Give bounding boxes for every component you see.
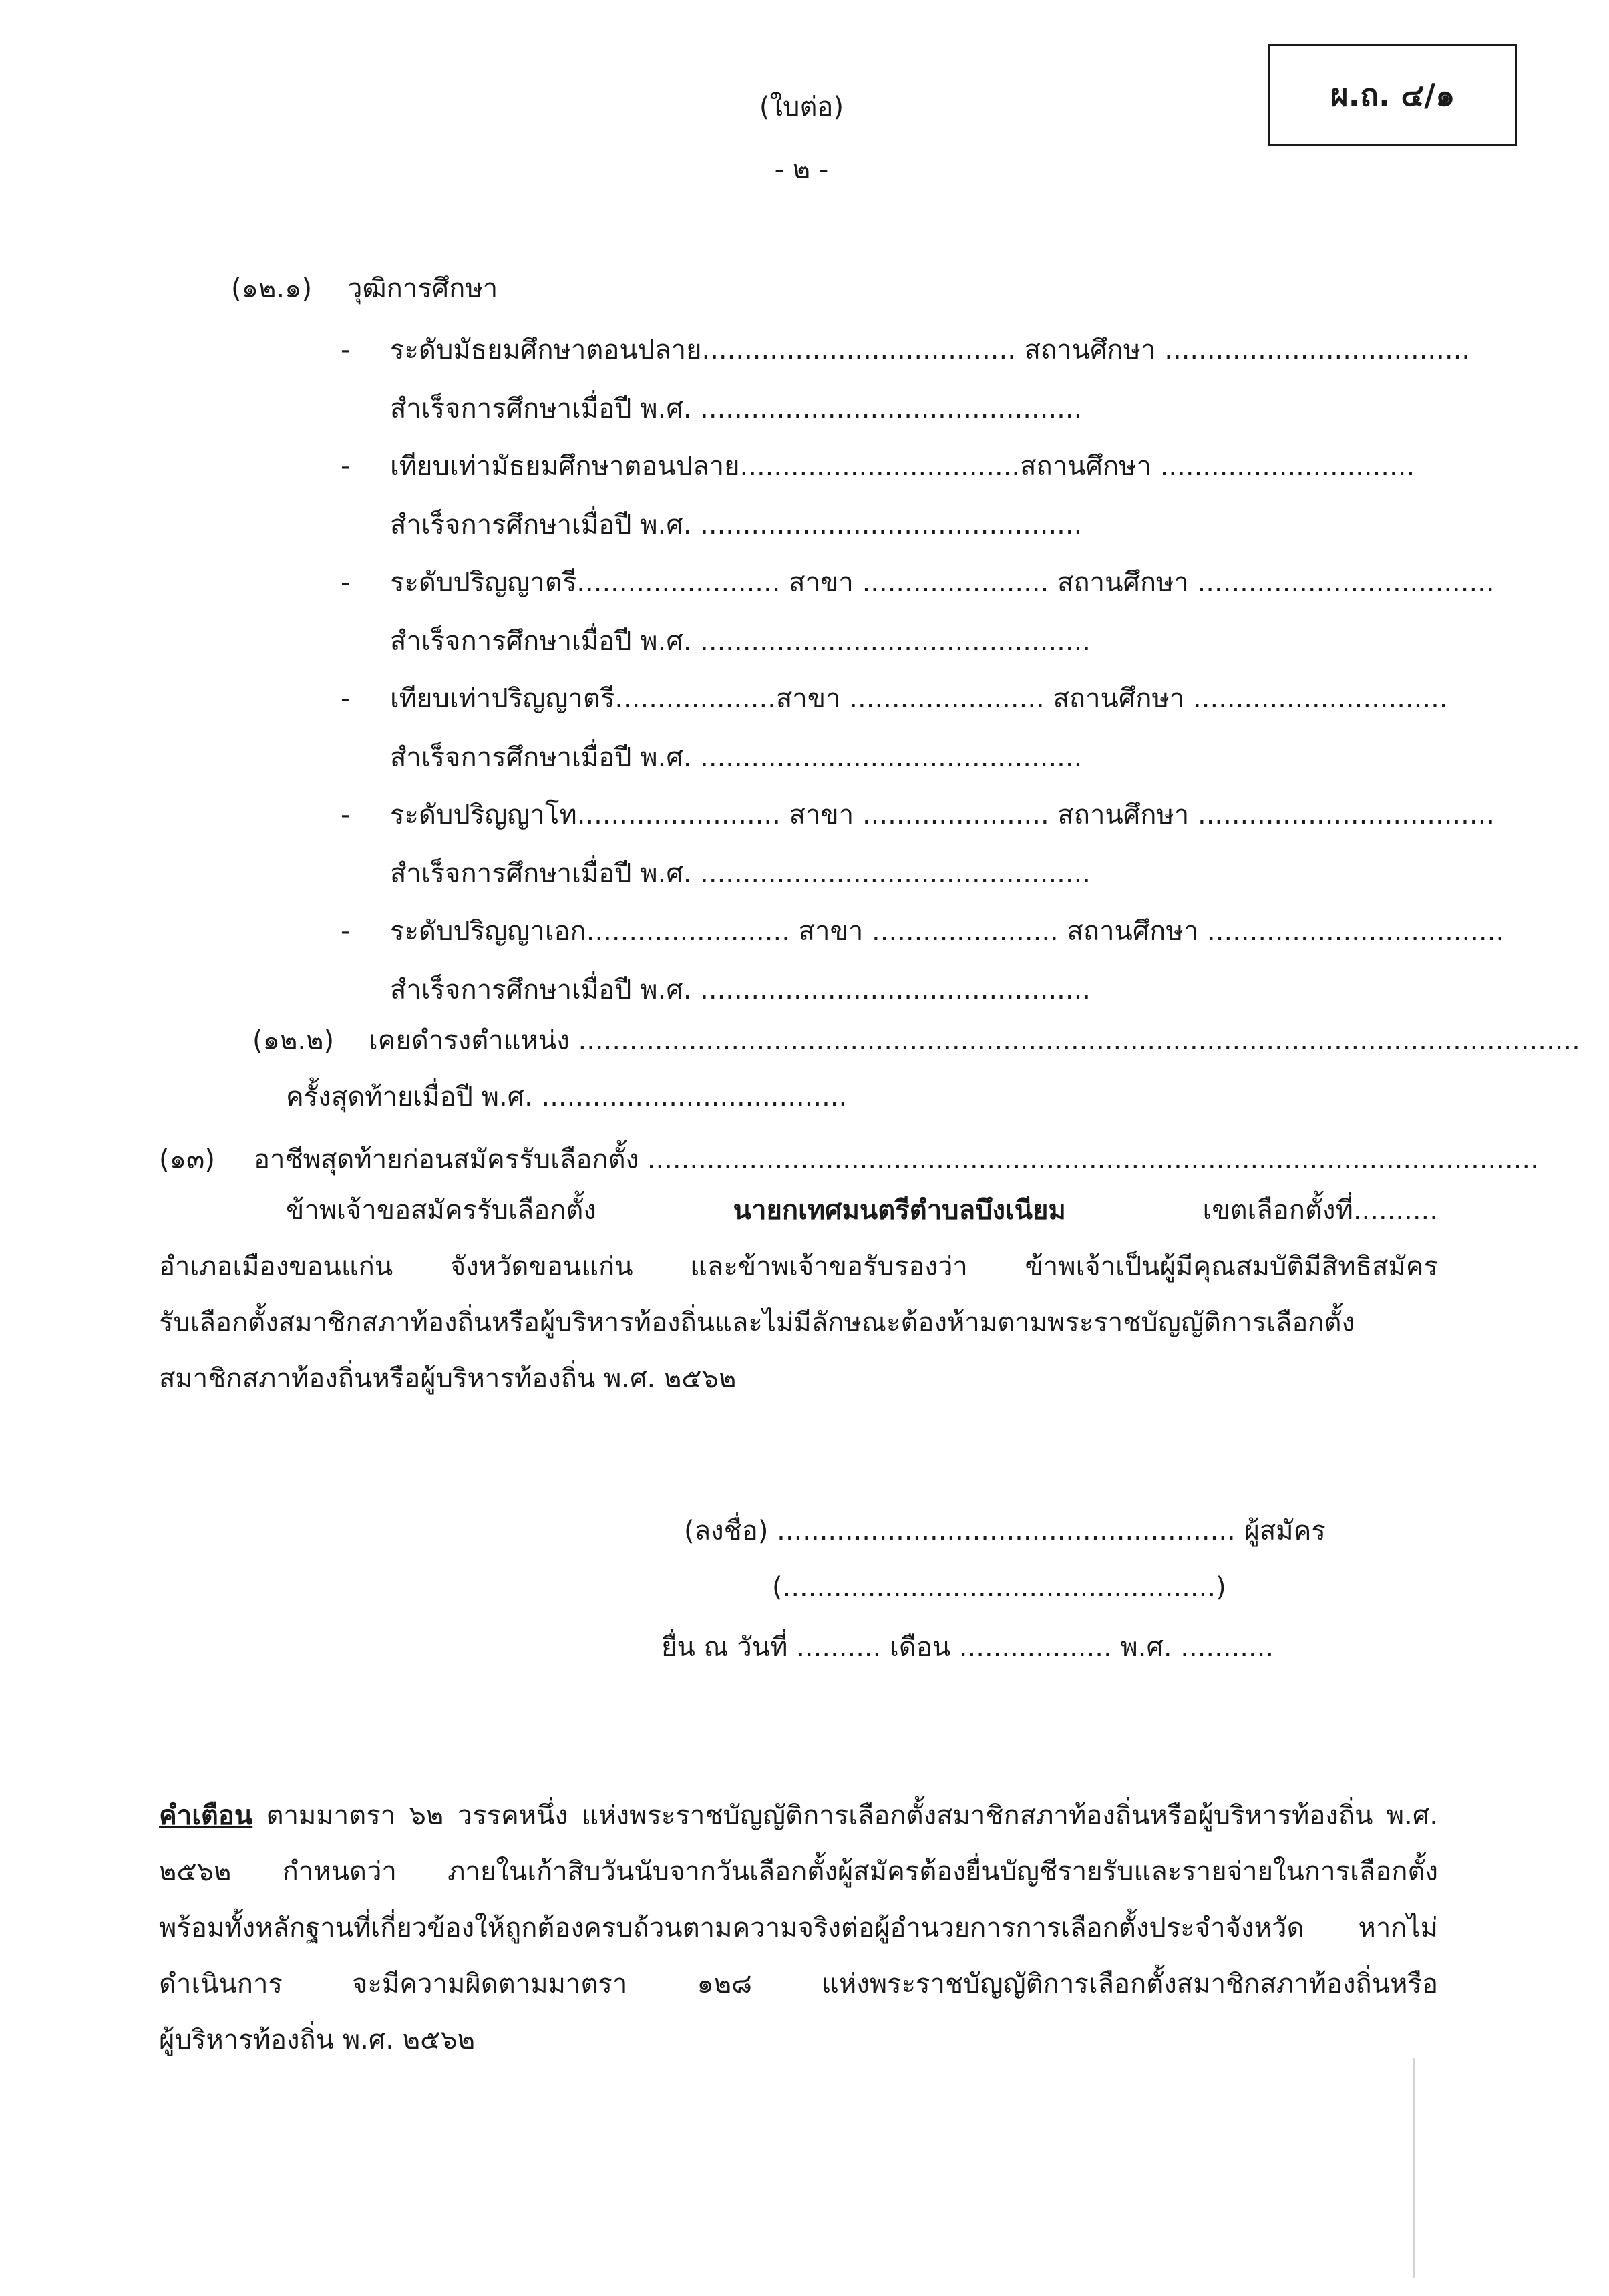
declaration-line-4: สมาชิกสภาท้องถิ่นหรือผู้บริหารท้องถิ่น พ.ศ. ๒๕๖๒ [159, 1363, 737, 1394]
declaration-paragraph [159, 1182, 1438, 1407]
education-item-year: สำเร็จการศึกษาเมื่อปี พ.ศ. .............................................. [390, 975, 1091, 1005]
warning-line-1-text: ตามมาตรา ๖๒ วรรคหนึ่ง แห่งพระราชบัญญัติการเลือกตั้งสมาชิกสภาท้องถิ่นหรือผู้บริหารท้องถิ่น พ.ศ. [266, 1800, 1438, 1831]
warning-line-4: ดำเนินการ จะมีความผิดตามมาตรา ๑๒๘ แห่งพระราชบัญญัติการเลือกตั้งสมาชิกสภาท้องถิ่นหรือ [159, 1969, 1438, 1999]
list-dash: - [341, 567, 351, 598]
education-item-line: ระดับมัธยมศึกษาตอนปลาย..................................... สถานศึกษา .................................... [390, 335, 1470, 365]
signature-date: ยื่น ณ วันที่ .......... เดือน .................. พ.ศ. ........... [661, 1632, 1274, 1663]
declaration-line-3: รับเลือกตั้งสมาชิกสภาท้องถิ่นหรือผู้บริหารท้องถิ่นและไม่มีลักษณะต้องห้ามตามพระราชบัญญัติการเลือกตั้ง [159, 1307, 1355, 1338]
form-code-box [1268, 44, 1517, 146]
list-dash: - [341, 451, 351, 482]
education-heading: วุฒิการศึกษา [347, 273, 498, 304]
education-item-year: สำเร็จการศึกษาเมื่อปี พ.ศ. ............................................. [390, 393, 1083, 424]
education-item-line: เทียบเท่าปริญญาตรี...................สาขา ....................... สถานศึกษา .............................. [390, 683, 1448, 714]
declaration-line-1 [159, 1182, 1438, 1239]
list-dash: - [341, 683, 351, 714]
education-item-line: ระดับปริญญาโท........................ สาขา ...................... สถานศึกษา ................................... [390, 800, 1495, 830]
position-held: เคยดำรงตำแหน่ง ...................................................................................................................... [369, 1025, 1580, 1056]
education-number: (๑๒.๑) [231, 273, 313, 304]
warning-line-2: ๒๕๖๒ กำหนดว่า ภายในเก้าสิบวันนับจากวันเลือกตั้งผู้สมัครต้องยื่นบัญชีรายรับและรายจ่ายในการเลือกตั้ง [159, 1856, 1438, 1887]
warning-line-1 [159, 1788, 1438, 1844]
warning-line-3: พร้อมทั้งหลักฐานที่เกี่ยวข้องให้ถูกต้องครบถ้วนตามความจริงต่อผู้อำนวยการการเลือกตั้งประจำจังหวัด หากไม่ [159, 1913, 1438, 1943]
declaration-district: เขตเลือกตั้งที่.......... [1202, 1195, 1438, 1226]
education-item-line: ระดับปริญญาตรี........................ สาขา ...................... สถานศึกษา ................................... [390, 567, 1495, 598]
position-last-year: ครั้งสุดท้ายเมื่อปี พ.ศ. .................................... [286, 1082, 848, 1112]
continued-label: (ใบต่อ) [759, 92, 844, 122]
education-item-year: สำเร็จการศึกษาเมื่อปี พ.ศ. ............................................. [390, 510, 1083, 540]
declaration-line-2: อำเภอเมืองขอนแก่น จังหวัดขอนแก่น และข้าพเจ้าขอรับรองว่า ข้าพเจ้าเป็นผู้มีคุณสมบัติมีสิทธิสมัคร [159, 1251, 1438, 1282]
warning-label: คำเตือน [159, 1800, 253, 1831]
warning-paragraph [159, 1788, 1438, 2068]
list-dash: - [341, 916, 351, 947]
education-item-year: สำเร็จการศึกษาเมื่อปี พ.ศ. .............................................. [390, 858, 1091, 889]
list-dash: - [341, 335, 351, 365]
list-dash: - [341, 800, 351, 830]
education-item-year: สำเร็จการศึกษาเมื่อปี พ.ศ. ............................................. [390, 742, 1083, 773]
signature-name: (...................................................) [772, 1572, 1226, 1603]
declaration-position-title: นายกเทศมนตรีตำบลบึงเนียม [733, 1195, 1066, 1226]
occupation-number: (๑๓) [159, 1144, 215, 1175]
signature-line: (ลงชื่อ) ...................................................... ผู้สมัคร [684, 1516, 1326, 1546]
scan-margin-line [1413, 2058, 1415, 2278]
warning-line-5: ผู้บริหารท้องถิ่น พ.ศ. ๒๕๖๒ [159, 2025, 476, 2056]
position-number: (๑๒.๒) [252, 1025, 335, 1056]
education-item-year: สำเร็จการศึกษาเมื่อปี พ.ศ. .............................................. [390, 626, 1091, 657]
form-code: ผ.ถ. ๔/๑ [1330, 76, 1455, 113]
page-number: - ๒ - [774, 154, 829, 185]
occupation-line: อาชีพสุดท้ายก่อนสมัครรับเลือกตั้ง ......................................................................................................... [254, 1144, 1539, 1175]
education-item-line: เทียบเท่ามัธยมศึกษาตอนปลาย.................................สถานศึกษา .............................. [390, 451, 1415, 482]
declaration-intro: ข้าพเจ้าขอสมัครรับเลือกตั้ง [286, 1195, 596, 1226]
education-item-line: ระดับปริญญาเอก........................ สาขา ...................... สถานศึกษา ................................... [390, 916, 1505, 947]
